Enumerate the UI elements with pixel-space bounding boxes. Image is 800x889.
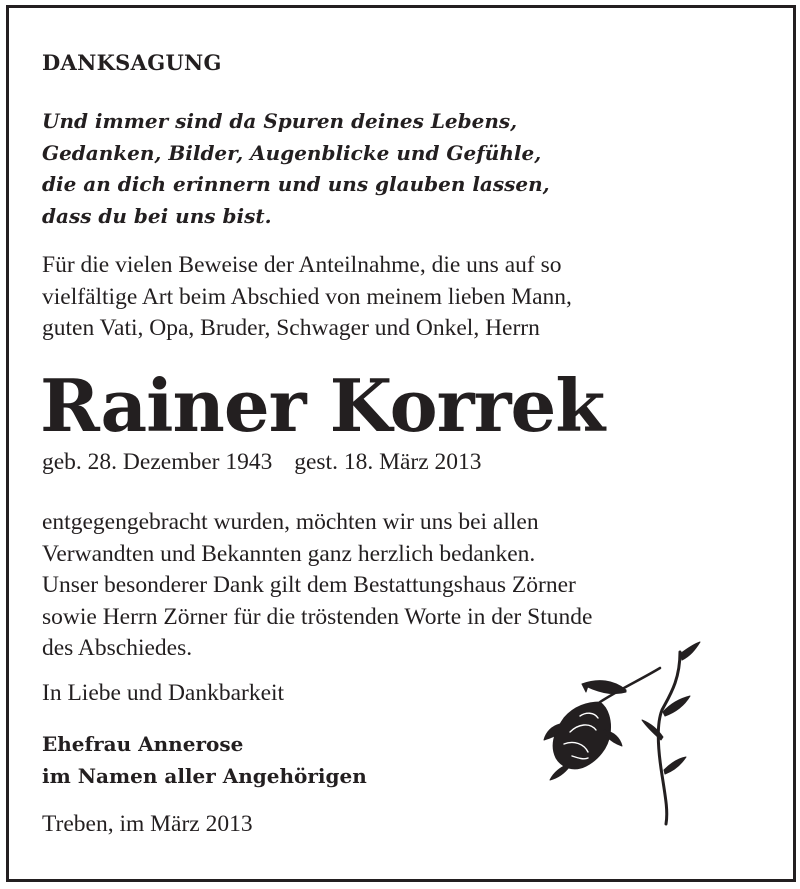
thanks-line: entgegengebracht wurden, möchten wir uns bei allen bbox=[42, 509, 539, 535]
intro-line: vielfältige Art beim Abschied von meinem lieben Mann, bbox=[42, 283, 572, 310]
life-dates bbox=[42, 449, 482, 476]
place-and-date: Treben, im März 2013 bbox=[42, 811, 253, 837]
poem bbox=[42, 106, 550, 232]
signature-line: Ehefrau Annerose bbox=[42, 732, 244, 756]
birth-date: geb. 28. Dezember 1943 bbox=[42, 449, 273, 475]
signature-line: im Namen aller Angehörigen bbox=[42, 764, 367, 788]
death-date: gest. 18. März 2013 bbox=[294, 449, 482, 475]
poem-line: dass du bei uns bist. bbox=[42, 203, 272, 228]
deceased-name: Rainer Korrek bbox=[40, 363, 605, 448]
thanks-line: Unser besonderer Dank gilt dem Bestattungshaus Zörner bbox=[42, 572, 576, 598]
thanks-line: Verwandten und Bekannten ganz herzlich bedanken. bbox=[42, 540, 536, 567]
notice-heading: DANKSAGUNG bbox=[42, 50, 222, 75]
poem-line: die an dich erinnern und uns glauben lassen, bbox=[42, 172, 550, 196]
poem-line: Und immer sind da Spuren deines Lebens, bbox=[42, 109, 518, 133]
intro-line: guten Vati, Opa, Bruder, Schwager und Onkel, Herrn bbox=[42, 315, 540, 341]
signature bbox=[42, 728, 367, 792]
thanks-paragraph bbox=[42, 507, 592, 665]
intro-line: Für die vielen Beweise der Anteilnahme, die uns auf so bbox=[42, 252, 562, 278]
rose-icon bbox=[530, 640, 720, 830]
poem-line: Gedanken, Bilder, Augenblicke und Gefühle, bbox=[42, 140, 542, 165]
thanks-line: des Abschiedes. bbox=[42, 635, 193, 661]
thanks-line: sowie Herrn Zörner für die tröstenden Worte in der Stunde bbox=[42, 603, 593, 630]
closing-line: In Liebe und Dankbarkeit bbox=[42, 680, 285, 706]
intro-paragraph bbox=[42, 250, 572, 345]
